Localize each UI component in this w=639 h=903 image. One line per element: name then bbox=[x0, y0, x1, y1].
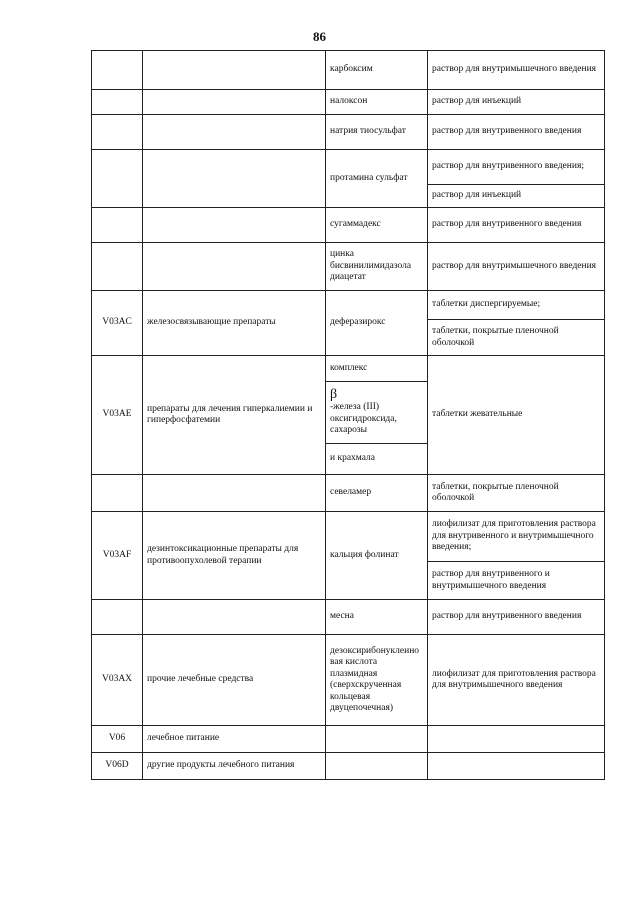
dosage-form-cell: раствор для внутривенного введения; bbox=[428, 150, 605, 185]
atc-code-cell bbox=[92, 51, 143, 90]
dosage-form-cell: раствор для инъекций bbox=[428, 90, 605, 115]
table-row bbox=[92, 208, 605, 243]
table-row bbox=[92, 115, 605, 150]
atc-group-cell: другие продукты лечебного питания bbox=[143, 753, 326, 780]
atc-group-cell: лечебное питание bbox=[143, 726, 326, 753]
atc-group-cell bbox=[143, 150, 326, 208]
drug-name-cell: цинка бисвинилимидазола диацетат bbox=[326, 243, 428, 291]
drug-table bbox=[91, 50, 605, 780]
atc-group-cell bbox=[143, 115, 326, 150]
atc-code-cell bbox=[92, 208, 143, 243]
table-row bbox=[92, 600, 605, 635]
table-row bbox=[92, 512, 605, 562]
dosage-form-cell: лиофилизат для приготовления раствора для внутривенного и внутримышечного введения; bbox=[428, 512, 605, 562]
drug-name-cell: сугаммадекс bbox=[326, 208, 428, 243]
atc-code-cell bbox=[92, 243, 143, 291]
table-row bbox=[92, 243, 605, 291]
dosage-form-cell: таблетки жевательные bbox=[428, 356, 605, 475]
atc-group-cell: железосвязывающие препараты bbox=[143, 291, 326, 356]
atc-group-cell: препараты для лечения гиперкалиемии и гиперфосфатемии bbox=[143, 356, 326, 475]
drug-name-cell: налоксон bbox=[326, 90, 428, 115]
page-number: 86 bbox=[313, 29, 326, 44]
dosage-form-cell: таблетки, покрытые пленочной оболочкой bbox=[428, 320, 605, 356]
table-row bbox=[92, 90, 605, 115]
dosage-form-cell: раствор для внутривенного введения bbox=[428, 600, 605, 635]
drug-name-cell: месна bbox=[326, 600, 428, 635]
dosage-form-cell: раствор для внутривенного введения bbox=[428, 208, 605, 243]
table-row bbox=[92, 753, 605, 780]
atc-code-cell: V03AC bbox=[92, 291, 143, 356]
atc-group-cell bbox=[143, 51, 326, 90]
drug-name-cell bbox=[326, 726, 428, 753]
dosage-form-cell: раствор для внутримышечного введения bbox=[428, 243, 605, 291]
atc-code-cell bbox=[92, 150, 143, 208]
atc-group-cell bbox=[143, 208, 326, 243]
atc-group-cell bbox=[143, 90, 326, 115]
atc-group-cell bbox=[143, 243, 326, 291]
atc-code-cell bbox=[92, 115, 143, 150]
atc-group-cell: дезинтоксикационные препараты для противоопухолевой терапии bbox=[143, 512, 326, 600]
table-row bbox=[92, 726, 605, 753]
dosage-form-cell bbox=[428, 726, 605, 753]
atc-code-cell bbox=[92, 90, 143, 115]
dosage-form-cell: таблетки диспергируемые; bbox=[428, 291, 605, 320]
table-row bbox=[92, 356, 605, 382]
beta-symbol: β bbox=[330, 387, 338, 403]
drug-name-cell bbox=[326, 753, 428, 780]
atc-code-cell: V06 bbox=[92, 726, 143, 753]
drug-name-cell: севеламер bbox=[326, 475, 428, 512]
table-row bbox=[92, 51, 605, 90]
drug-name-cell: протамина сульфат bbox=[326, 150, 428, 208]
drug-name-text: -железа (III) оксигидроксида, сахарозы bbox=[330, 402, 397, 436]
dosage-form-cell: таблетки, покрытые пленочной оболочкой bbox=[428, 475, 605, 512]
dosage-form-cell: раствор для инъекций bbox=[428, 185, 605, 208]
dosage-form-cell bbox=[428, 753, 605, 780]
atc-group-cell bbox=[143, 600, 326, 635]
atc-code-cell bbox=[92, 475, 143, 512]
table-row bbox=[92, 150, 605, 185]
atc-group-cell: прочие лечебные средства bbox=[143, 635, 326, 726]
atc-group-cell bbox=[143, 475, 326, 512]
table-row bbox=[92, 291, 605, 320]
atc-code-cell: V03AX bbox=[92, 635, 143, 726]
drug-name-cell bbox=[326, 382, 428, 444]
drug-name-cell: кальция фолинат bbox=[326, 512, 428, 600]
drug-name-cell: деферазирокс bbox=[326, 291, 428, 356]
dosage-form-cell: лиофилизат для приготовления раствора для внутримышечного введения bbox=[428, 635, 605, 726]
atc-code-cell bbox=[92, 600, 143, 635]
dosage-form-cell: раствор для внутримышечного введения bbox=[428, 51, 605, 90]
table-row bbox=[92, 475, 605, 512]
drug-name-cell: дезоксирибонуклеиновая кислота плазмидная (сверхскрученная кольцевая двуцепочечная) bbox=[326, 635, 428, 726]
drug-name-cell: натрия тиосульфат bbox=[326, 115, 428, 150]
table-row bbox=[92, 635, 605, 726]
drug-name-cell: и крахмала bbox=[326, 444, 428, 475]
drug-name-cell: карбоксим bbox=[326, 51, 428, 90]
atc-code-cell: V03AF bbox=[92, 512, 143, 600]
drug-name-cell: комплекс bbox=[326, 356, 428, 382]
atc-code-cell: V03AE bbox=[92, 356, 143, 475]
atc-code-cell: V06D bbox=[92, 753, 143, 780]
dosage-form-cell: раствор для внутривенного и внутримышечного введения bbox=[428, 562, 605, 600]
dosage-form-cell: раствор для внутривенного введения bbox=[428, 115, 605, 150]
